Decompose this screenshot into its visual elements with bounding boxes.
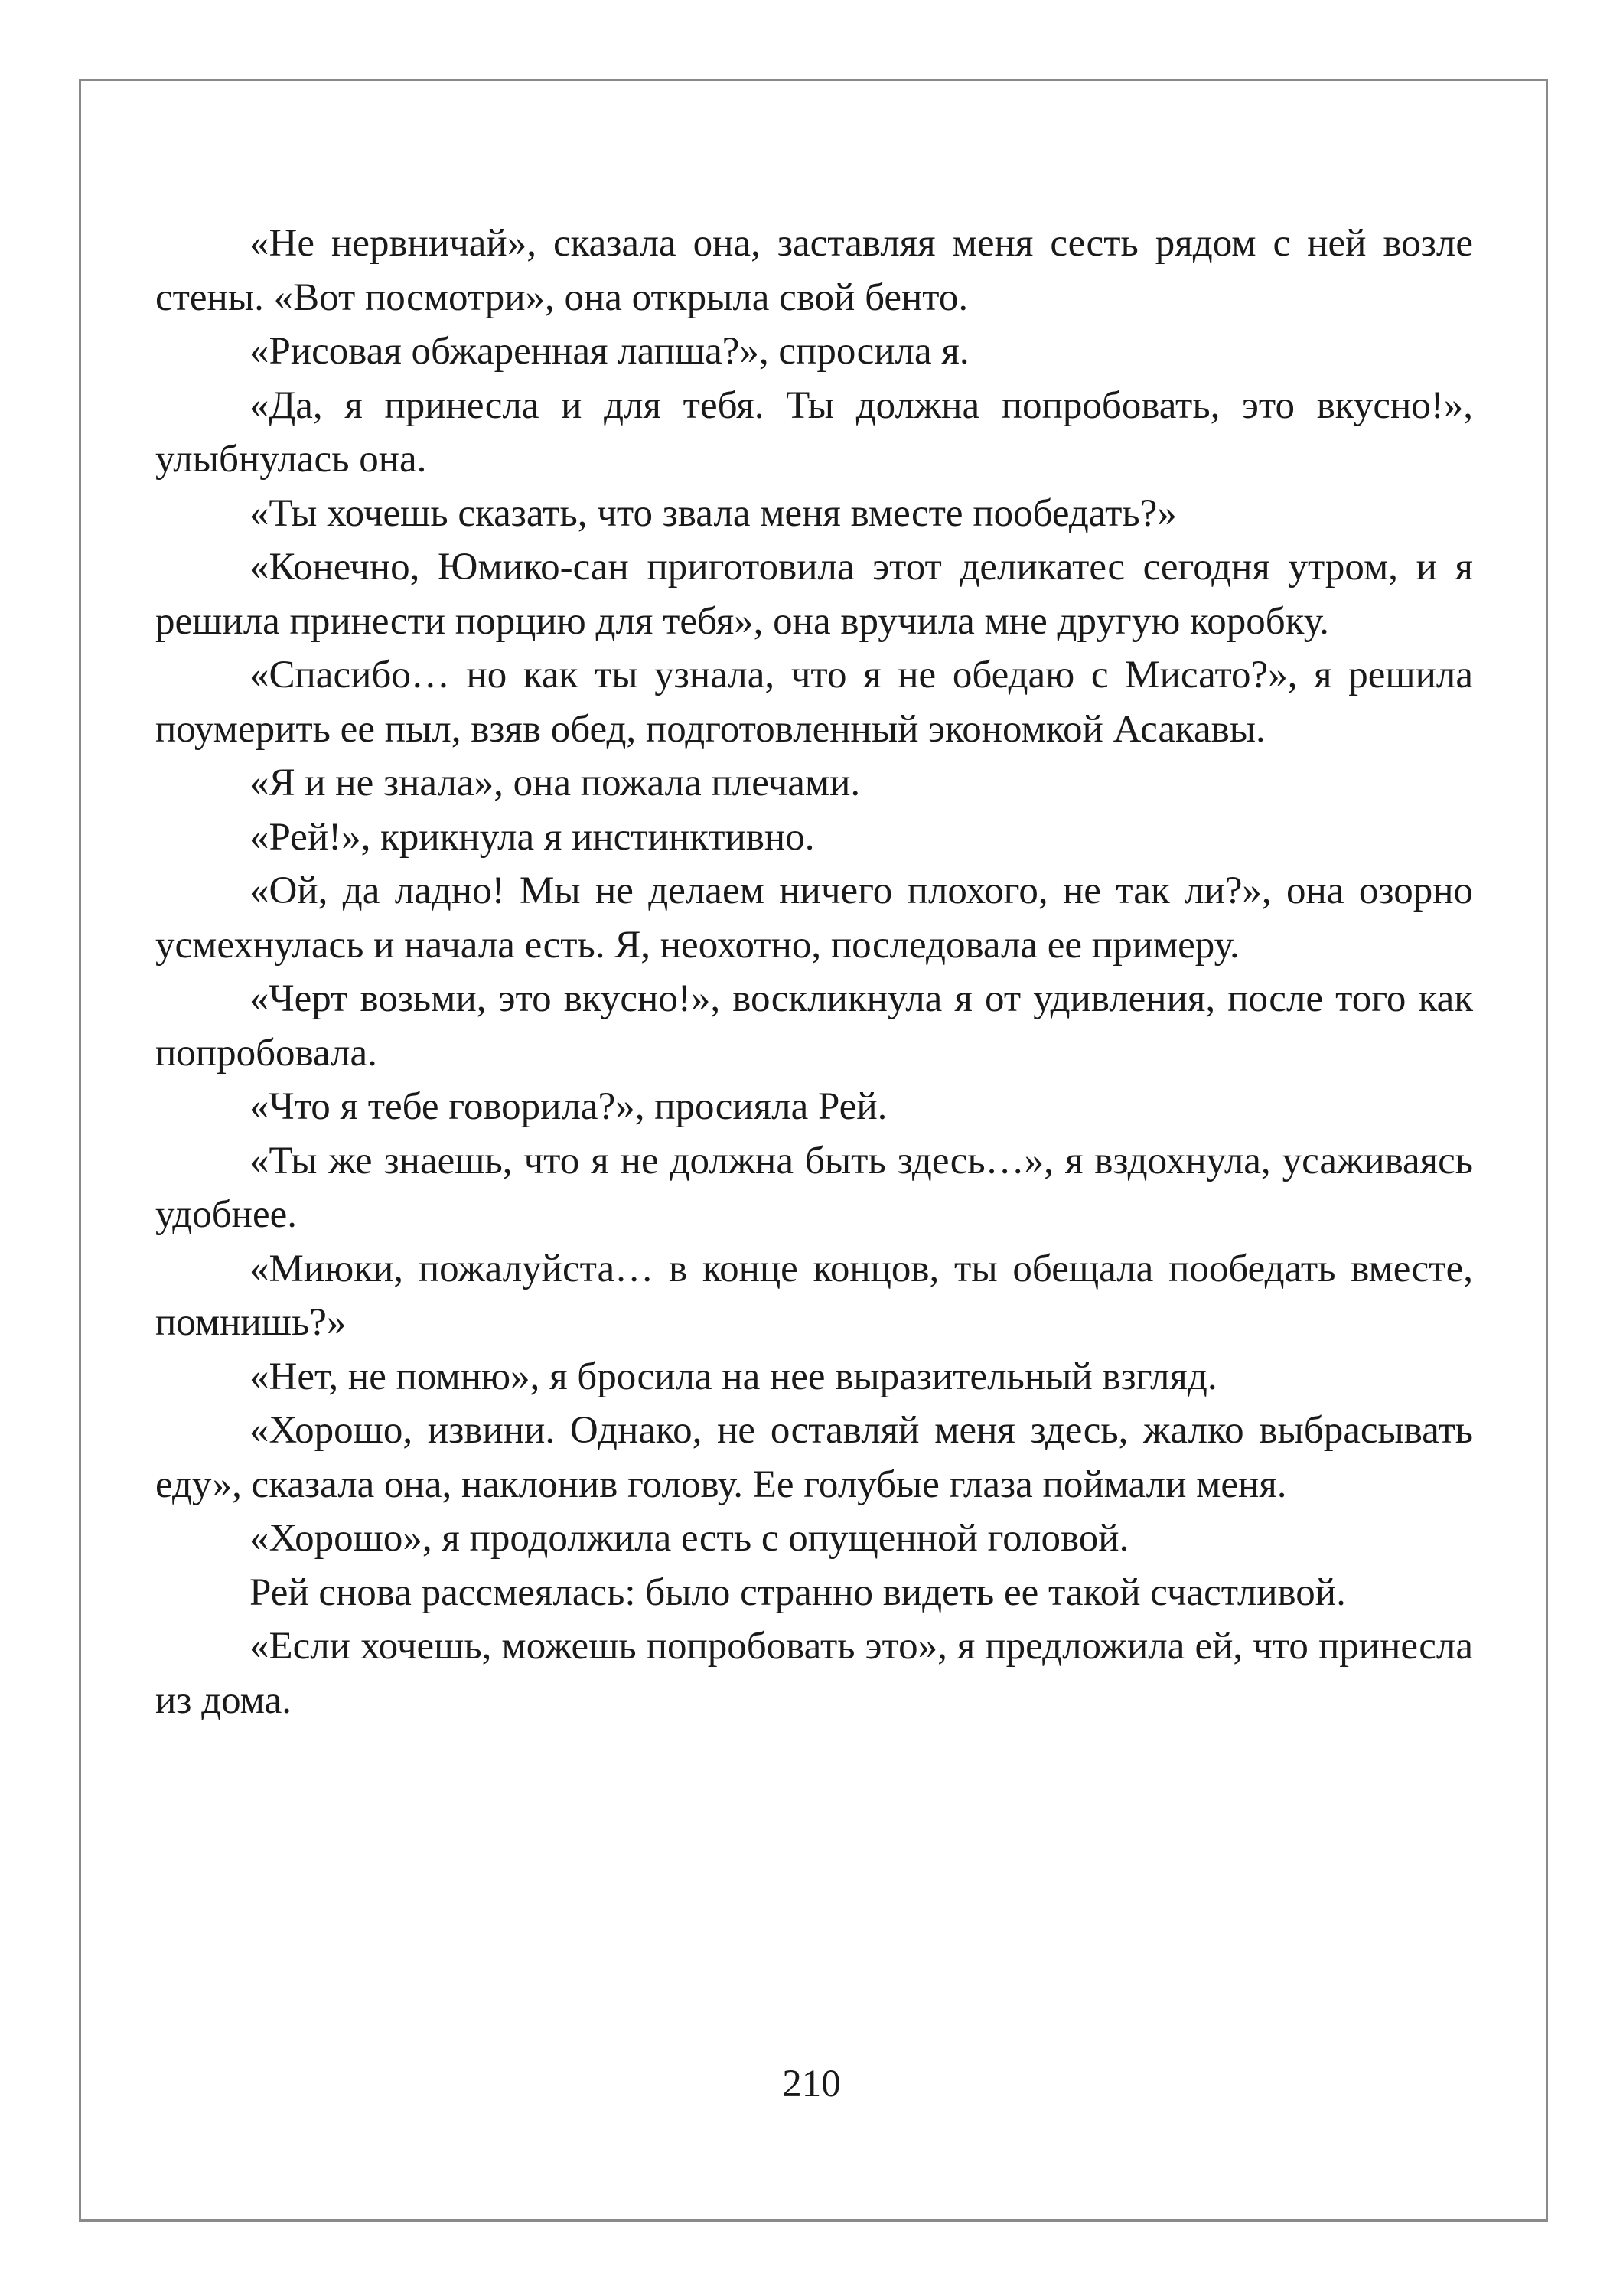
paragraph: «Да, я принесла и для тебя. Ты должна попробовать, это вкусно!», улыбнулась она. (155, 383, 1473, 481)
paragraph: «Я и не знала», она пожала плечами. (249, 762, 861, 804)
paragraph: «Что я тебе говорила?», просияла Рей. (249, 1085, 888, 1128)
paragraph: «Конечно, Юмико-сан приготовила этот деликатес сегодня утром, и я решила принести порцию для тебя», она вручила мне другую коробку. (155, 546, 1473, 643)
paragraph: «Если хочешь, можешь попробовать это», я предложила ей, что принесла из дома. (155, 1625, 1473, 1722)
paragraph: Рей снова рассмеялась: было странно видеть ее такой счастливой. (249, 1570, 1346, 1614)
page-number: 210 (782, 2063, 841, 2105)
body-text (155, 217, 1473, 1727)
paragraph: «Миюки, пожалуйста… в конце концов, ты обещала пообедать вместе, помнишь?» (155, 1247, 1473, 1344)
paragraph: «Спасибо… но как ты узнала, что я не обедаю с Мисато?», я решила поумерить ее пыл, взяв обед, подготовленный экономкой Асакавы. (155, 654, 1473, 751)
paragraph: «Рей!», крикнула я инстинктивно. (249, 815, 815, 859)
paragraph: «Черт возьми, это вкусно!», воскликнула я от удивления, после того как попробовала. (155, 977, 1473, 1075)
paragraph: «Не нервничай», сказала она, заставляя меня сесть рядом с ней возле стены. «Вот посмотри», она открыла свой бенто. (155, 222, 1473, 319)
paragraph: «Хорошо», я продолжила есть с опущенной головой. (249, 1517, 1129, 1560)
paragraph: «Ты же знаешь, что я не должна быть здесь…», я вздохнула, усаживаясь удобнее. (155, 1139, 1473, 1236)
paragraph: «Ты хочешь сказать, что звала меня вместе пообедать?» (249, 491, 1177, 535)
paragraph: «Хорошо, извини. Однако, не оставляй меня здесь, жалко выбрасывать еду», сказала она, наклонив голову. Ее голубые глаза поймали меня. (155, 1409, 1473, 1506)
paragraph: «Нет, не помню», я бросила на нее выразительный взгляд. (249, 1355, 1217, 1398)
paragraph: «Ой, да ладно! Мы не делаем ничего плохого, не так ли?», она озорно усмехнулась и начала есть. Я, неохотно, последовала ее примеру. (155, 869, 1473, 967)
paragraph: «Рисовая обжаренная лапша?», спросила я. (249, 330, 970, 373)
